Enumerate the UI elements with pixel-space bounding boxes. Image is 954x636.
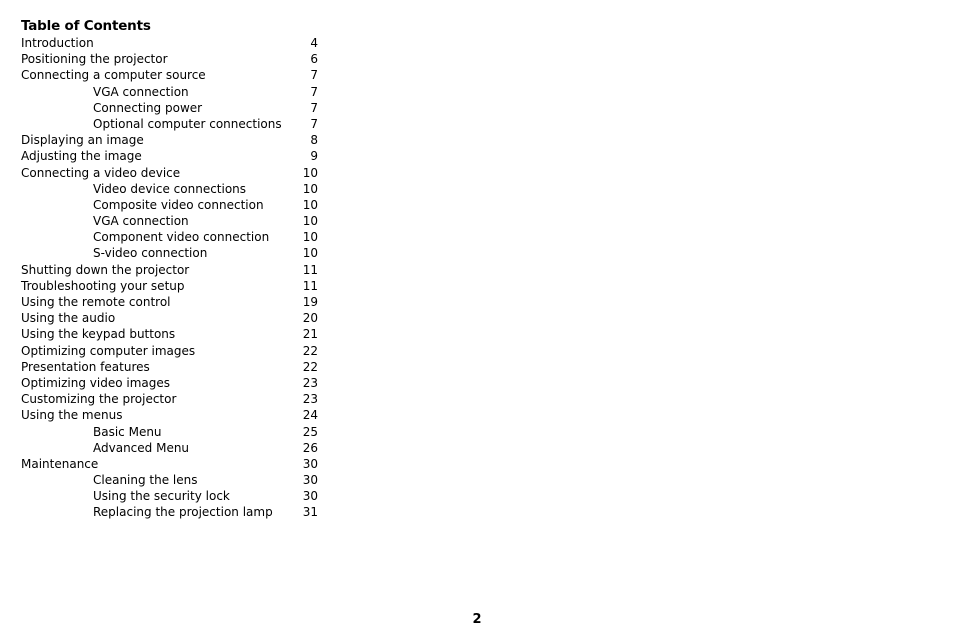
toc-subentry[interactable]	[21, 197, 321, 213]
toc-entry-label: Using the menus	[21, 408, 123, 423]
toc-entry[interactable]	[21, 165, 321, 181]
toc-entry[interactable]	[21, 262, 321, 278]
toc-entry[interactable]	[21, 391, 321, 407]
toc-entry-label: Customizing the projector	[21, 392, 177, 407]
toc-entry-label: Basic Menu	[93, 424, 162, 439]
toc-entry-label: Adjusting the image	[21, 149, 142, 164]
toc-entry-label: Shutting down the projector	[21, 262, 190, 277]
toc-entry-page: 23	[302, 392, 318, 407]
toc-entry-label: Introduction	[21, 36, 94, 50]
toc-entry[interactable]	[21, 278, 321, 294]
toc-entry-label: Advanced Menu	[93, 440, 190, 455]
toc-entry-page: 7	[310, 84, 318, 99]
toc-subentry[interactable]	[21, 504, 321, 520]
toc-subentry[interactable]	[21, 100, 321, 116]
toc-entry-label: Displaying an image	[21, 133, 144, 148]
toc-entry-label: Using the keypad buttons	[21, 327, 176, 342]
toc-entry[interactable]	[21, 456, 321, 472]
toc-entry-page: 6	[310, 52, 318, 67]
toc-entry[interactable]	[21, 310, 321, 326]
toc-entry-label: Replacing the projection lamp	[93, 505, 273, 520]
toc-entry[interactable]	[21, 294, 321, 310]
toc-entry-page: 20	[302, 311, 318, 326]
toc-entry-page: 22	[302, 359, 318, 374]
toc-entry-page: 8	[310, 133, 318, 148]
toc-entry-page: 30	[302, 473, 318, 488]
toc-entry-label: VGA connection	[93, 84, 189, 99]
toc-entry-label: S-video connection	[93, 246, 208, 261]
toc-entry-label: Optimizing video images	[21, 375, 171, 390]
toc-entry-page: 21	[302, 327, 318, 342]
toc-entry[interactable]	[21, 35, 321, 51]
toc-entry-page: 10	[302, 246, 318, 261]
toc-entry-label: Using the audio	[21, 311, 116, 326]
toc-subentry[interactable]	[21, 424, 321, 440]
toc-entry-label: Using the remote control	[21, 295, 171, 309]
toc-entry-page: 25	[302, 424, 318, 439]
toc-subentry[interactable]	[21, 472, 321, 488]
toc-entry-label: Component video connection	[93, 230, 270, 245]
toc-entry-page: 10	[302, 165, 318, 180]
toc-entry-page: 11	[302, 262, 318, 277]
toc-entry-label: Positioning the projector	[21, 52, 168, 67]
toc-subentry[interactable]	[21, 440, 321, 456]
toc-entry-page: 7	[310, 68, 318, 83]
toc-subentry[interactable]	[21, 245, 321, 261]
toc-entry-page: 31	[302, 505, 318, 520]
toc-entry[interactable]	[21, 359, 321, 375]
toc-entry-page: 7	[310, 100, 318, 115]
toc-entry-label: Composite video connection	[93, 197, 264, 212]
toc-entry[interactable]	[21, 51, 321, 67]
toc-entry-page: 10	[302, 197, 318, 212]
toc-title: Table of Contents	[21, 18, 151, 34]
toc-entry-page: 22	[302, 343, 318, 358]
toc-entry[interactable]	[21, 148, 321, 164]
toc-entry-label: Video device connections	[93, 181, 247, 196]
toc-subentry[interactable]	[21, 84, 321, 100]
toc-entry-label: Connecting power	[93, 100, 203, 115]
toc-entry-page: 4	[310, 36, 318, 50]
toc-entry-page: 10	[302, 230, 318, 245]
toc-entry-page: 26	[302, 440, 318, 455]
toc-entry-page: 7	[310, 116, 318, 131]
toc-entry[interactable]	[21, 375, 321, 391]
toc-entry-page: 11	[302, 278, 318, 293]
toc-entry-label: Presentation features	[21, 359, 150, 374]
toc-entry[interactable]	[21, 343, 321, 359]
toc-entry-label: VGA connection	[93, 214, 189, 229]
toc-entry-page: 30	[302, 456, 318, 471]
toc-subentry[interactable]	[21, 181, 321, 197]
toc-entry-page: 30	[302, 489, 318, 504]
toc-list	[21, 35, 321, 521]
toc-entry[interactable]	[21, 67, 321, 83]
toc-entry-label: Troubleshooting your setup	[21, 278, 185, 293]
toc-entry-page: 19	[302, 295, 318, 309]
toc-entry-label: Optimizing computer images	[21, 343, 196, 358]
toc-entry-label: Using the security lock	[93, 489, 230, 504]
toc-subentry[interactable]	[21, 116, 321, 132]
toc-entry-page: 24	[302, 408, 318, 423]
toc-entry[interactable]	[21, 326, 321, 342]
toc-entry-label: Cleaning the lens	[93, 473, 198, 488]
toc-entry-page: 10	[302, 214, 318, 229]
toc-entry[interactable]	[21, 132, 321, 148]
toc-entry-label: Optional computer connections	[93, 116, 282, 131]
page-number: 2	[472, 612, 482, 627]
toc-entry-page: 23	[302, 375, 318, 390]
toc-entry-label: Maintenance	[21, 456, 99, 471]
toc-subentry[interactable]	[21, 213, 321, 229]
toc-subentry[interactable]	[21, 229, 321, 245]
toc-entry-label: Connecting a video device	[21, 165, 181, 180]
toc-entry[interactable]	[21, 407, 321, 423]
toc-subentry[interactable]	[21, 488, 321, 504]
toc-entry-page: 9	[310, 149, 318, 164]
toc-entry-label: Connecting a computer source	[21, 68, 206, 83]
toc-entry-page: 10	[302, 181, 318, 196]
